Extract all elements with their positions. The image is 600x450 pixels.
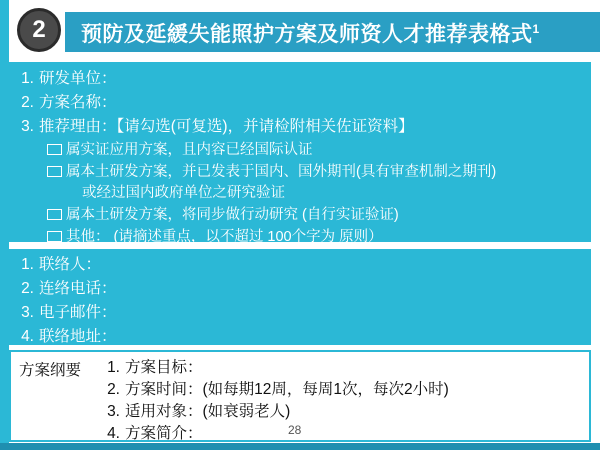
list-item xyxy=(17,302,583,324)
reason-option-label: 属实证应用方案，且内容已经国际认证 xyxy=(66,142,313,158)
section-contact-info xyxy=(9,249,591,345)
item-label: 电子邮件： xyxy=(39,304,117,321)
item-number: 3. xyxy=(107,403,120,420)
list-item xyxy=(17,68,583,90)
reason-option-label: 其他： xyxy=(66,229,110,245)
item-label: 方案目标： xyxy=(125,359,203,376)
checkbox-icon[interactable] xyxy=(47,231,62,242)
program-outline-list xyxy=(103,357,589,445)
reason-option[interactable] xyxy=(47,140,583,161)
reason-option-wrapper xyxy=(66,162,583,204)
reason-options-list xyxy=(39,140,583,248)
left-accent-bar xyxy=(0,0,9,450)
item-number: 4. xyxy=(21,328,34,345)
item-label: 方案名称： xyxy=(39,94,117,111)
reason-label: 推荐理由：【请勾选(可复选)，并请检附相关佐证资料】 xyxy=(39,118,414,135)
reason-option-other[interactable] xyxy=(47,227,583,248)
item-label: 方案时间：(如每期12周，每周1次，每次2小时) xyxy=(125,381,449,398)
reason-option[interactable] xyxy=(47,162,583,204)
item-label: 联络地址： xyxy=(39,328,117,345)
item-label: 适用对象：(如衰弱老人) xyxy=(125,403,291,420)
list-item xyxy=(17,254,583,276)
reason-option[interactable] xyxy=(47,205,583,226)
item-number: 1. xyxy=(21,70,34,87)
checkbox-icon[interactable] xyxy=(47,144,62,155)
list-item-reason xyxy=(17,116,583,249)
list-item xyxy=(17,92,583,114)
list-item xyxy=(103,379,589,401)
page-title-text: 预防及延緩失能照护方案及师资人才推荐表格式 xyxy=(81,23,533,46)
slide-header xyxy=(9,8,600,56)
item-label: 方案简介： xyxy=(125,425,203,442)
item-wrapper xyxy=(39,116,583,249)
item-number: 3. xyxy=(21,118,34,135)
item-number: 2. xyxy=(21,280,34,297)
basic-info-list xyxy=(17,68,583,249)
program-outline-label: 方案纲要 xyxy=(19,362,82,379)
checkbox-icon[interactable] xyxy=(47,166,62,177)
reason-option-wrapper xyxy=(66,227,583,248)
item-label: 联络人： xyxy=(39,256,102,273)
section-basic-info xyxy=(9,62,591,245)
reason-option-label-line2: 或经过国内政府单位之研究验证 xyxy=(82,185,285,201)
item-number: 2. xyxy=(107,381,120,398)
slide-number-badge: 2 xyxy=(17,8,61,52)
page-title-superscript: 1 xyxy=(532,22,540,36)
checkbox-icon[interactable] xyxy=(47,209,62,220)
reason-other-hint: (请摘述重点，以不超过 100个字为 原则） xyxy=(113,229,383,245)
reason-option-label: 属本土研发方案，并已发表于国内、国外期刊(具有审查机制之期刊) xyxy=(66,164,497,180)
list-item xyxy=(103,401,589,423)
item-label: 连络电话： xyxy=(39,280,117,297)
list-item xyxy=(103,357,589,379)
contact-info-list xyxy=(17,254,583,348)
page-number: 28 xyxy=(288,423,302,437)
program-outline-items xyxy=(103,352,589,440)
bottom-accent-strip xyxy=(0,443,600,450)
item-number: 3. xyxy=(21,304,34,321)
item-number: 1. xyxy=(21,256,34,273)
list-item xyxy=(17,326,583,348)
item-number: 4. xyxy=(107,425,120,442)
list-item xyxy=(17,278,583,300)
list-item xyxy=(103,423,589,445)
page-title xyxy=(81,18,540,48)
item-number: 1. xyxy=(107,359,120,376)
item-number: 2. xyxy=(21,94,34,111)
item-label: 研发单位： xyxy=(39,70,117,87)
reason-option-label: 属本土研发方案，将同步做行动研究 (自行实证验证) xyxy=(66,207,399,223)
